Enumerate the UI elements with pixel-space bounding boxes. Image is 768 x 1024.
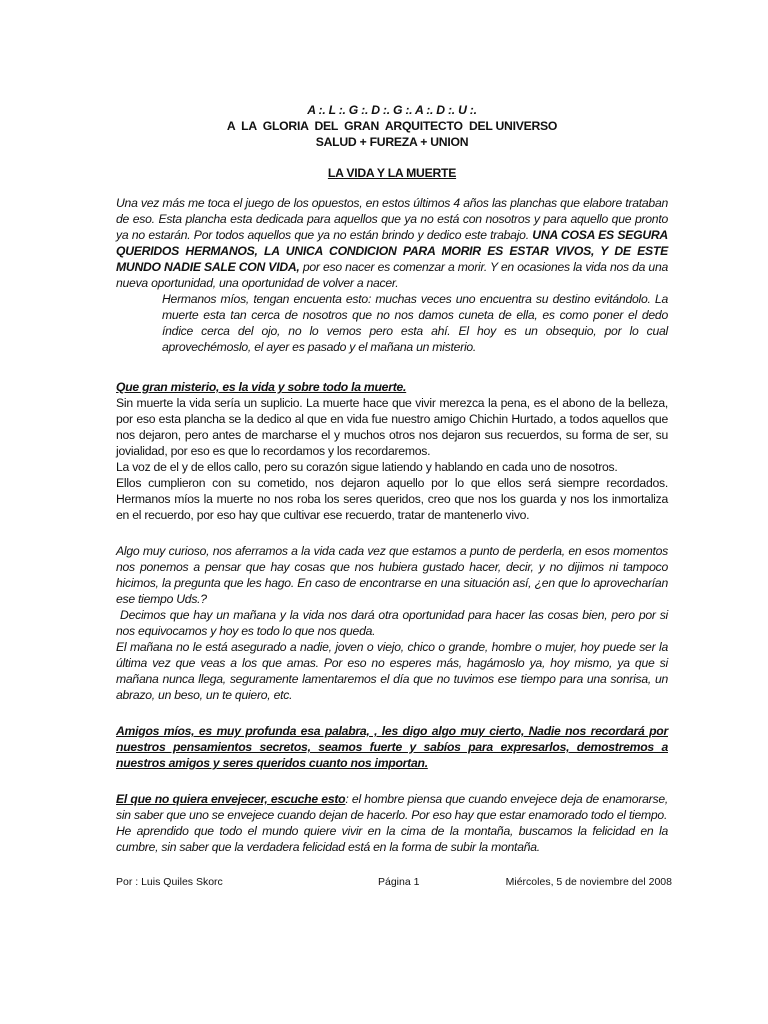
- header-dedication: A LA GLORIA DEL GRAN ARQUITECTO DEL UNIVERSO: [226, 119, 558, 133]
- section3-paragraph-3: El mañana no le está asegurado a nadie, joven o viejo, chico o grande, hombre o mujer, hoy puede ser la última vez que veas a los que amas. Por eso no esperes más, hagámoslo ya, hoy mismo, ya que si mañana nunca llega, seguramente lamentaremos el día que no tuvimos ese tiempo para una sonrisa, un abrazo, un beso, un te quiero, etc.: [116, 640, 668, 702]
- document-body: [116, 102, 672, 855]
- header-motto: SALUD + FUREZA + UNION: [315, 135, 469, 149]
- intro-text-end: por eso nacer es comenzar a morir. Y en ocasiones la vida nos da una nueva oportunidad, una oportunidad de volver a nacer.: [116, 260, 669, 290]
- intro-text: Una vez más me toca el juego de los opuestos, en estos últimos 4 años las planchas que elabore trataban de eso. Esta plancha esta dedicada para aquellos que ya no está con nosotros y para aquello que pronto ya no estarán. Por todos aquellos que ya no están brindo y dedico este trabajo.: [116, 196, 668, 242]
- section2-paragraph-2: La voz de el y de ellos callo, pero su corazón sigue latiendo y hablando en cada uno de nosotros.: [116, 460, 618, 474]
- section5-paragraph-1: [116, 791, 668, 823]
- section3-paragraph-1: Algo muy curioso, nos aferramos a la vida cada vez que estamos a punto de perderla, en esos momentos nos ponemos a pensar que hay cosas que nos hubiera gustado hacer, decir, y no dijimos ni tampoco hicimos, la pregunta que les hago. En caso de encontrarse en una situación así, ¿en que lo aprovecharían ese tiempo Uds.?: [116, 544, 668, 606]
- document-title: LA VIDA Y LA MUERTE: [327, 166, 457, 180]
- section5-lead: El que no quiera envejecer, escuche esto: [116, 792, 346, 806]
- intro-paragraph: [116, 195, 668, 291]
- footer-date: Miércoles, 5 de noviembre del 2008: [505, 876, 672, 888]
- footer-page-number: Página 1: [378, 876, 420, 888]
- section3-paragraph-2: Decimos que hay un mañana y la vida nos dará otra oportunidad para hacer las cosas bien, pero por si nos equivocamos y hoy es todo lo que nos queda.: [116, 608, 672, 638]
- section5-text: : el hombre piensa que cuando envejece deja de enamorarse, sin saber que uno se envejece cuando dejan de hacerlo. Por eso hay que estar enamorado todo el tiempo.: [116, 792, 668, 822]
- intro-emphasis: UNA COSA ES SEGURA QUERIDOS HERMANOS, LA UNICA CONDICION PARA MORIR ES ESTAR VIVOS, Y DE ESTE MUNDO NADIE SALE CON VIDA,: [116, 228, 668, 274]
- section2-heading: Que gran misterio, es la vida y sobre todo la muerte.: [116, 380, 407, 394]
- section4-paragraph: Amigos míos, es muy profunda esa palabra, , les digo algo muy cierto, Nadie nos recordará por nuestros pensamientos secretos, seamos fuerte y sabíos para expresarlos, demostremos a nuestros amigos y seres queridos cuanto nos importan.: [116, 724, 668, 770]
- section5-paragraph-2: He aprendido que todo el mundo quiere vivir en la cima de la montaña, buscamos la felicidad en la cumbre, sin saber que la verdadera felicidad está en la forma de subir la montaña.: [116, 824, 668, 854]
- section2-paragraph-3: Ellos cumplieron con su cometido, nos dejaron aquello por lo que ellos será siempre recordados. Hermanos míos la muerte no nos roba los seres queridos, creo que nos los guarda y nos los inmortaliza en el recuerdo, por eso hay que cultivar ese recuerdo, tratar de mantenerlo vivo.: [116, 476, 668, 522]
- footer-author: Por : Luis Quiles Skorc: [116, 876, 223, 888]
- indented-paragraph: Hermanos míos, tengan encuenta esto: muchas veces uno encuentra su destino evitándolo. La muerte esta tan cerca de nosotros que no nos damos cuneta de ella, es como poner el dedo índice cerca del ojo, no lo vemos pero esta ahí. El hoy es un obsequio, por lo cual aprovechémoslo, el ayer es pasado y el mañana un misterio.: [162, 292, 668, 354]
- section2-paragraph-1: Sin muerte la vida sería un suplicio. La muerte hace que vivir merezca la pena, es el abono de la belleza, por eso esta plancha se la dedico al que en vida fue nuestro amigo Chichin Hurtado, a todos aquellos que nos dejaron, pero antes de marcharse el y muchos otros nos dejaron sus recuerdos, su forma de ser, su jovialidad, por eso es que lo recordamos y los recordaremos.: [116, 396, 668, 458]
- header-initials: A :. L :. G :. D :. G :. A :. D :. U :.: [307, 103, 477, 117]
